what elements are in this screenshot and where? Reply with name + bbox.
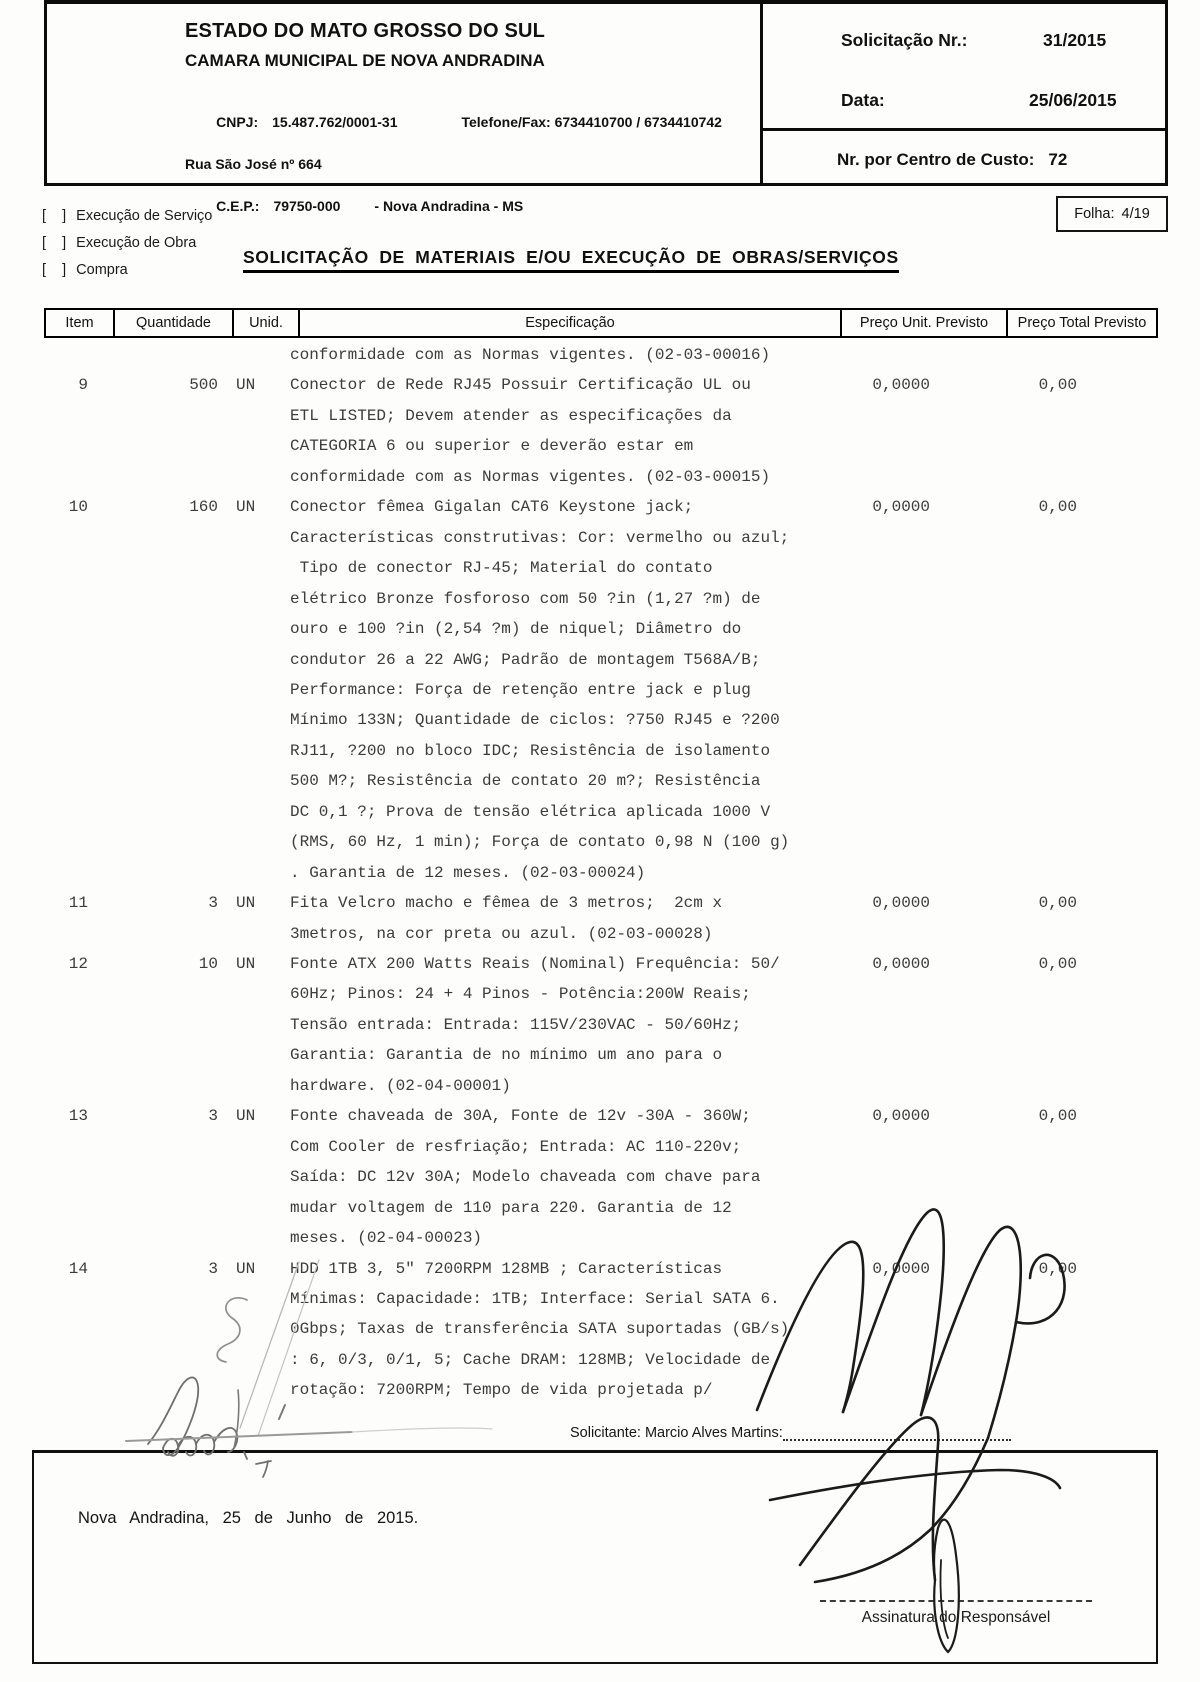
cell-spec: meses. (02-04-00023)	[290, 1229, 483, 1248]
cost-center-row	[837, 150, 1067, 170]
cell-spec: HDD 1TB 3, 5" 7200RPM 128MB ; Características	[290, 1259, 723, 1278]
cell-spec: hardware. (02-04-00001)	[290, 1076, 511, 1095]
cost-center-label: Nr. por Centro de Custo:	[837, 150, 1035, 169]
cell-spec: Mínimas: Capacidade: 1TB; Interface: Serial SATA 6.	[290, 1289, 780, 1308]
table-row	[44, 523, 1158, 554]
table-body	[44, 340, 1158, 1415]
table-row	[44, 431, 1158, 462]
table-row	[44, 370, 1158, 401]
table-row	[44, 797, 1158, 828]
requester-label: Solicitante: Marcio Alves Martins:	[570, 1425, 783, 1441]
cell-spec: Tipo de conector RJ-45; Material do contato	[290, 559, 713, 578]
cell-spec: Fonte chaveada de 30A, Fonte de 12v -30A - 360W;	[290, 1107, 751, 1126]
org-title: CAMARA MUNICIPAL DE NOVA ANDRADINA	[185, 51, 545, 70]
requester-dotted-line	[783, 1424, 1011, 1441]
request-type-group	[42, 203, 212, 284]
cost-center-value: 72	[1048, 150, 1068, 169]
cell-qty: 3	[208, 1259, 218, 1278]
table-row	[44, 675, 1158, 706]
cell-spec: . Garantia de 12 meses. (02-03-00024)	[290, 863, 646, 882]
table-row	[44, 919, 1158, 950]
table-row	[44, 888, 1158, 919]
checkbox-label: Execução de Obra	[76, 235, 197, 251]
table-row	[44, 1254, 1158, 1285]
date-value: 25/06/2015	[1029, 90, 1117, 110]
table-row	[44, 401, 1158, 432]
cell-unit: UN	[236, 955, 256, 973]
request-number-label: Solicitação Nr.:	[841, 30, 968, 50]
cell-qty: 160	[189, 498, 218, 517]
cell-spec: elétrico Bronze fosforoso com 50 ?in (1,27 ?m) de	[290, 589, 761, 608]
cell-qty: 500	[189, 376, 218, 395]
table-row	[44, 736, 1158, 767]
cell-spec: conformidade com as Normas vigentes. (02-03-00015)	[290, 467, 771, 486]
cell-unit_price: 0,0000	[872, 955, 930, 973]
table-row	[44, 614, 1158, 645]
cell-spec: 3metros, na cor preta ou azul. (02-03-00028)	[290, 924, 713, 943]
checkbox-brackets: [ ]	[42, 235, 68, 251]
cell-total_price: 0,00	[1038, 498, 1077, 517]
sheet-label: Folha:	[1074, 206, 1115, 222]
date-label: Data:	[841, 90, 885, 110]
cell-unit: UN	[236, 498, 256, 517]
table-row	[44, 645, 1158, 676]
cell-total_price: 0,00	[1038, 1107, 1077, 1126]
cell-item: 10	[68, 498, 88, 517]
cell-spec: 500 M?; Resistência de contato 20 m?; Resistência	[290, 772, 761, 791]
cell-spec: Fita Velcro macho e fêmea de 3 metros; 2cm x	[290, 894, 723, 913]
table-row	[44, 766, 1158, 797]
table-row	[44, 1071, 1158, 1102]
signature-dashed-line	[820, 1600, 1092, 1602]
cell-spec: Características construtivas: Cor: vermelho ou azul;	[290, 528, 790, 547]
phone-label: Telefone/Fax:	[461, 114, 551, 130]
cell-item: 14	[68, 1259, 88, 1278]
table-row	[44, 705, 1158, 736]
checkbox-label: Compra	[76, 262, 128, 278]
cell-item: 13	[68, 1107, 88, 1126]
table-row	[44, 462, 1158, 493]
table-row	[44, 1284, 1158, 1315]
cell-spec: Conector fêmea Gigalan CAT6 Keystone jack;	[290, 498, 694, 517]
footer-date-line: Nova Andradina, 25 de Junho de 2015.	[78, 1509, 419, 1527]
request-number-row	[841, 30, 1107, 51]
col-header-preco-unit: Preço Unit. Previsto	[840, 310, 1006, 336]
cell-qty: 3	[208, 894, 218, 913]
col-header-quantidade: Quantidade	[113, 310, 232, 336]
state-title: ESTADO DO MATO GROSSO DO SUL	[185, 20, 546, 42]
table-row	[44, 827, 1158, 858]
cell-spec: RJ11, ?200 no bloco IDC; Resistência de isolamento	[290, 741, 771, 760]
table-row	[44, 492, 1158, 523]
cell-unit_price: 0,0000	[872, 1107, 930, 1126]
cell-spec: (RMS, 60 Hz, 1 min); Força de contato 0,98 N (100 g)	[290, 833, 790, 852]
table-row	[44, 979, 1158, 1010]
sheet-box	[1056, 196, 1168, 232]
col-header-item: Item	[65, 315, 94, 331]
table-row	[44, 1132, 1158, 1163]
cell-qty: 3	[208, 1107, 218, 1126]
cell-total_price: 0,00	[1038, 1259, 1077, 1278]
cell-unit_price: 0,0000	[872, 498, 930, 517]
cell-spec: 60Hz; Pinos: 24 + 4 Pinos - Potência:200W Reais;	[290, 985, 751, 1004]
cell-spec: 0Gbps; Taxas de transferência SATA suportadas (GB/s)	[290, 1320, 790, 1339]
header-left	[47, 4, 760, 214]
cell-unit: UN	[236, 376, 256, 395]
cell-total_price: 0,00	[1038, 376, 1077, 395]
checkbox-brackets: [ ]	[42, 262, 68, 278]
signature-label: Assinatura do Responsável	[861, 1609, 1051, 1626]
cell-spec: Conector de Rede RJ45 Possuir Certificação UL ou	[290, 376, 751, 395]
table-row	[44, 1101, 1158, 1132]
checkbox-execucao-obra	[42, 230, 212, 257]
cell-qty: 10	[198, 955, 218, 973]
checkbox-label: Execução de Serviço	[76, 208, 213, 224]
cell-item: 9	[78, 376, 88, 395]
date-row	[841, 90, 1117, 111]
cell-item: 12	[68, 955, 88, 973]
cell-spec: Saída: DC 12v 30A; Modelo chaveada com chave para	[290, 1168, 761, 1187]
form-title: SOLICITAÇÃO DE MATERIAIS E/OU EXECUÇÃO DE OBRAS/SERVIÇOS	[243, 247, 899, 273]
cell-spec: condutor 26 a 22 AWG; Padrão de montagem T568A/B;	[290, 650, 761, 669]
cep-label: C.E.P.:	[216, 198, 260, 214]
address-line: Rua São José nº 664	[185, 156, 322, 172]
cell-unit: UN	[236, 1259, 256, 1278]
table-row	[44, 1314, 1158, 1345]
cell-unit_price: 0,0000	[872, 1259, 930, 1278]
cell-spec: CATEGORIA 6 ou superior e deverão estar em	[290, 437, 694, 456]
cnpj-line	[185, 98, 760, 146]
requester-line	[570, 1424, 1011, 1441]
table-row	[44, 1040, 1158, 1071]
header-divider	[763, 128, 1165, 131]
cell-spec: Garantia: Garantia de no mínimo um ano para o	[290, 1046, 723, 1065]
col-header-unid: Unid.	[232, 310, 298, 336]
cnpj-label: CNPJ:	[216, 114, 259, 130]
cell-item: 11	[68, 894, 88, 913]
cell-total_price: 0,00	[1038, 955, 1077, 973]
cell-spec: : 6, 0/3, 0/1, 5; Cache DRAM: 128MB; Velocidade de	[290, 1350, 771, 1369]
phone-value: 6734410700 / 6734410742	[554, 114, 722, 130]
cell-spec: rotação: 7200RPM; Tempo de vida projetada p/	[290, 1381, 713, 1400]
table-header	[44, 308, 1158, 338]
cell-unit_price: 0,0000	[872, 376, 930, 395]
cell-spec: Performance: Força de retenção entre jack e plug	[290, 680, 751, 699]
cep-value: 79750-000	[273, 198, 341, 214]
sheet-value: 4/19	[1121, 206, 1150, 222]
city-value: - Nova Andradina - MS	[374, 198, 524, 214]
table-row	[44, 1193, 1158, 1224]
header-right	[760, 4, 1165, 183]
table-row	[44, 1375, 1158, 1406]
footer-box	[32, 1450, 1158, 1664]
cell-spec: Fonte ATX 200 Watts Reais (Nominal) Frequência: 50/	[290, 955, 780, 973]
cell-unit: UN	[236, 894, 256, 913]
table-row	[44, 584, 1158, 615]
cnpj-value: 15.487.762/0001-31	[272, 114, 398, 130]
cell-spec: DC 0,1 ?; Prova de tensão elétrica aplicada 1000 V	[290, 802, 771, 821]
cell-unit: UN	[236, 1107, 256, 1126]
request-number-value: 31/2015	[1043, 30, 1107, 50]
cell-spec: Com Cooler de resfriação; Entrada: AC 110-220v;	[290, 1137, 742, 1156]
table-row	[44, 858, 1158, 889]
table-row	[44, 1162, 1158, 1193]
col-header-preco-total: Preço Total Previsto	[1006, 310, 1156, 336]
table-row	[44, 1345, 1158, 1376]
table-row	[44, 1010, 1158, 1041]
col-header-especificacao: Especificação	[298, 310, 840, 336]
cell-spec: Mínimo 133N; Quantidade de ciclos: ?750 RJ45 e ?200	[290, 711, 780, 730]
cell-spec: Tensão entrada: Entrada: 115V/230VAC - 50/60Hz;	[290, 1015, 742, 1034]
cell-spec: ETL LISTED; Devem atender as especificações da	[290, 406, 732, 425]
table-row	[44, 1223, 1158, 1254]
table-row	[44, 340, 1158, 371]
table-row	[44, 949, 1158, 980]
table-row	[44, 553, 1158, 584]
checkbox-brackets: [ ]	[42, 208, 68, 224]
cell-unit_price: 0,0000	[872, 894, 930, 913]
cell-total_price: 0,00	[1038, 894, 1077, 913]
cell-spec: ouro e 100 ?in (2,54 ?m) de niquel; Diâmetro do	[290, 620, 742, 639]
cep-line	[185, 182, 760, 230]
checkbox-compra	[42, 257, 212, 284]
cell-spec: mudar voltagem de 110 para 220. Garantia de 12	[290, 1198, 732, 1217]
cell-spec: conformidade com as Normas vigentes. (02-03-00016)	[290, 346, 771, 364]
checkbox-execucao-servico	[42, 203, 212, 230]
